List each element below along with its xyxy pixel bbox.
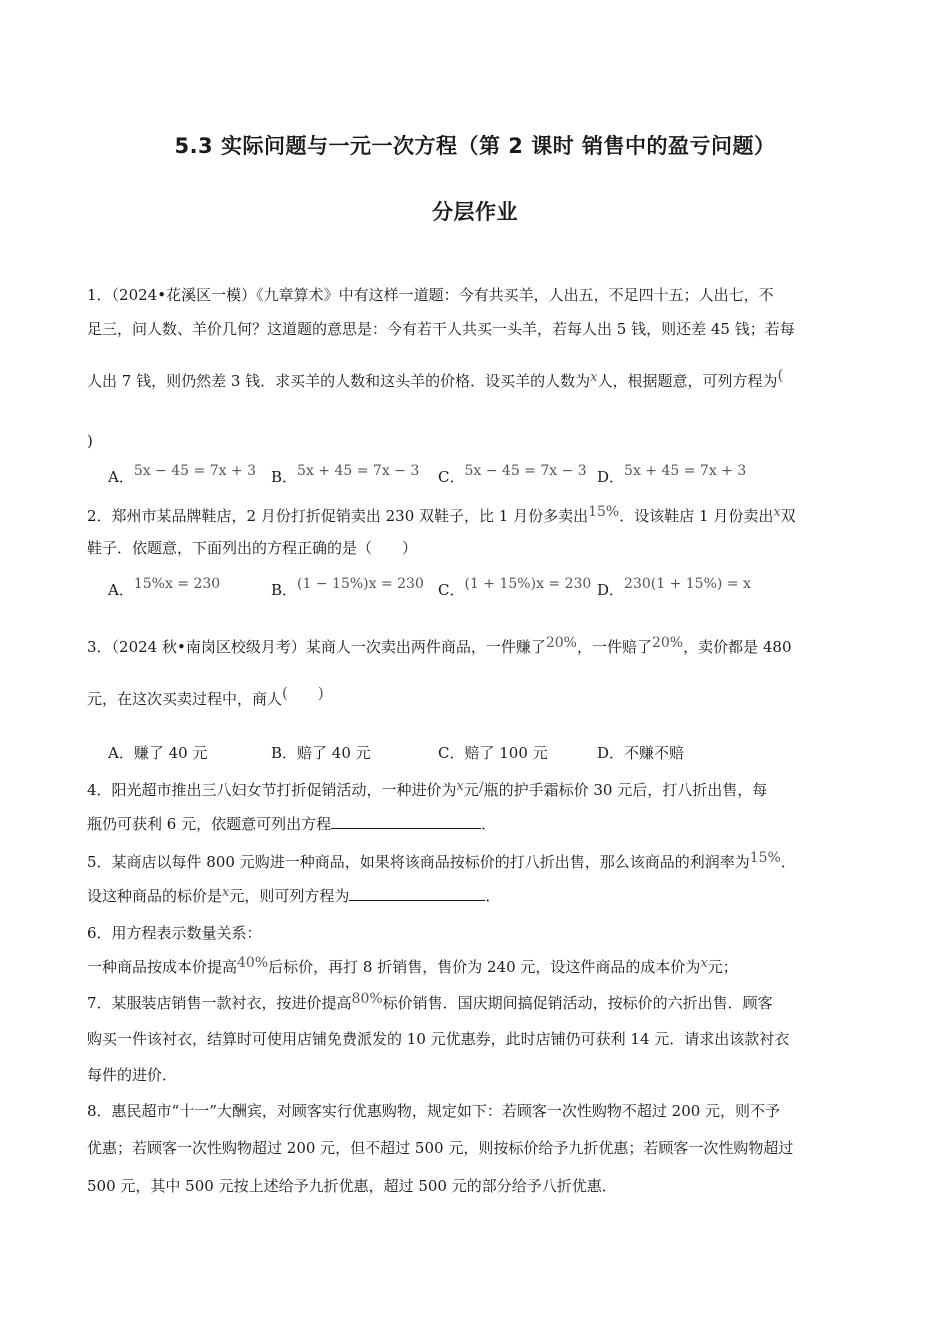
q3-option-d: D．不赚不赔 [597,744,685,762]
q4-line-2: 瓶仍可获利 6 元，依题意可列出方程 ． [87,815,497,833]
q1-option-a: A．5x − 45 = 7x + 3 [108,463,257,486]
q3-line-2: 元，在这次买卖过程中，商人( ) [87,684,324,708]
q2-option-d: D．230(1 + 15%) = x [597,576,751,599]
q1-line-2: 足三，问人数、羊价几何？这道题的意思是：今有若干人共买一头羊，若每人出 5 钱，则还差 45 钱；若每 [87,320,795,338]
q2-line-2: 鞋子．依题意，下面列出的方程正确的是（ ） [87,539,418,557]
q5-answer-blank[interactable] [349,886,485,901]
q1-line-1: 1．（2024•花溪区一模）《九章算术》中有这样一道题：今有共买羊，人出五，不足四十五；人出七，不 [87,286,774,304]
q2-option-c: C．(1 + 15%)x = 230 [438,576,592,599]
q1-option-b: B．5x + 45 = 7x − 3 [271,463,420,486]
q1-answer-paren-open: ( [777,366,784,384]
q7-line-2: 购买一件该衬衣，结算时可使用店铺免费派发的 10 元优惠券，此时店铺仍可获利 14 元．请求出该款衬衣 [87,1030,790,1048]
q7-line-3: 每件的进价． [87,1066,178,1084]
q3-option-b: B．赔了 40 元 [271,744,371,762]
q1-option-c: C．5x − 45 = 7x − 3 [438,463,587,486]
page-subtitle: 分层作业 [432,200,518,224]
q2-option-b: B．(1 − 15%)x = 230 [271,576,424,599]
q4-answer-blank[interactable] [331,814,481,829]
q5-line-1: 5．某商店以每件 800 元购进一种商品，如果将该商品按标价的打八折出售，那么该商品的利润率为15%． [87,850,796,871]
page-title: 5.3 实际问题与一元一次方程（第 2 课时 销售中的盈亏问题） [174,134,776,158]
q3-line-1: 3．（2024 秋•南岗区校级月考）某商人一次卖出两件商品，一件赚了20%，一件赔了20%，卖价都是 480 [87,635,792,656]
q7-line-1: 7．某服装店销售一款衬衣，按进价提高80%标价销售．国庆期间搞促销活动，按标价的六折出售．顾客 [87,991,773,1012]
q5-line-2: 设这种商品的标价是x元，则可列方程为 ． [87,885,501,905]
q2-line-1: 2．郑州市某品牌鞋店，2 月份打折促销卖出 230 双鞋子，比 1 月份多卖出15%．设该鞋店 1 月份卖出x双 [87,504,796,525]
q8-line-2: 优惠；若顾客一次性购物超过 200 元，但不超过 500 元，则按标价给予九折优惠；若顾客一次性购物超过 [87,1139,794,1157]
q1-option-d: D．5x + 45 = 7x + 3 [597,463,747,486]
q1-variable: x [590,370,598,385]
q1-line-3: 人出 7 钱，则仍然差 3 钱．求买羊的人数和这头羊的价格．设买羊的人数为x人，根据题意，可列方程为( [87,366,784,390]
q1-answer-paren-close: ) [87,432,93,450]
q6-line-1: 6．用方程表示数量关系： [87,924,262,942]
q8-line-3: 500 元，其中 500 元按上述给予九折优惠，超过 500 元的部分给予八折优惠． [87,1177,617,1195]
q3-option-a: A．赚了 40 元 [108,744,208,762]
q2-option-a: A．15%x = 230 [108,576,221,599]
q3-option-c: C．赔了 100 元 [438,744,548,762]
q8-line-1: 8．惠民超市“十一”大酬宾，对顾客实行优惠购物，规定如下：若顾客一次性购物不超过 200 元，则不予 [87,1102,781,1120]
q4-line-1: 4．阳光超市推出三八妇女节打折促销活动，一种进价为x元/瓶的护手霜标价 30 元后，打八折出售，每 [87,779,768,799]
q6-line-2: 一种商品按成本价提高40%后标价，再打 8 折销售，售价为 240 元，设这件商品的成本价为x元； [87,955,738,976]
